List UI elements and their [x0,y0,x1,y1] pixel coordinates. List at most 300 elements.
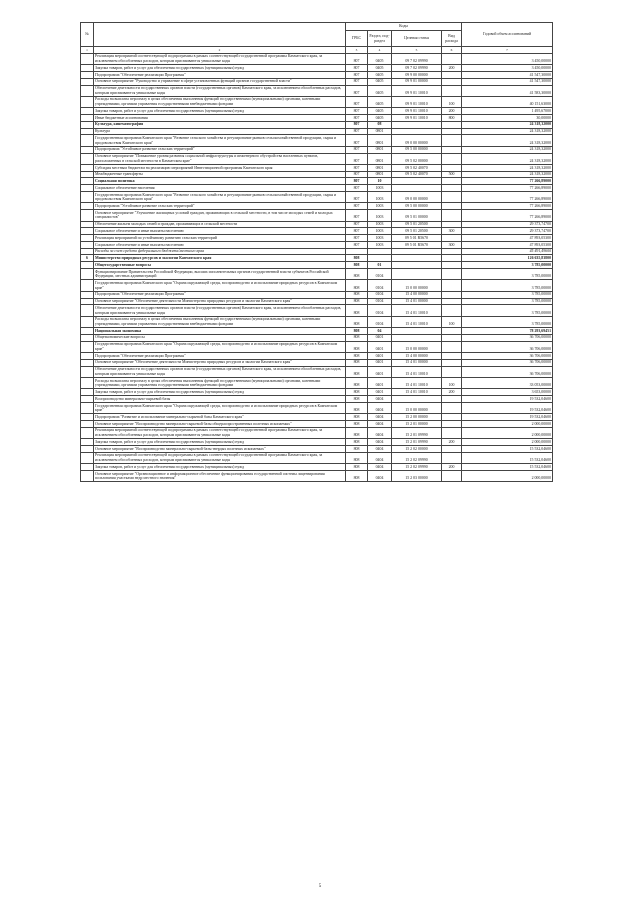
row-amount: 19 532,04600 [462,414,553,421]
row-number [81,377,94,388]
row-name: Подпрограмма "Устойчивое развитие сельских территорий" [94,146,346,153]
row-number [81,305,94,316]
row-number [81,464,94,471]
row-amount: 1 495,67000 [462,108,553,115]
row-expense-type [442,402,462,413]
row-expense-type [442,71,462,78]
row-number [81,291,94,298]
row-number [81,334,94,341]
row-target-article: 15 4 01 00000 [392,359,442,366]
row-target-article: 09 5 01 00000 [392,210,442,221]
row-section-code: 1003 [368,228,392,235]
row-grbs-code: 807 [346,146,368,153]
row-name: Основное мероприятие "Организационное и информационное обеспечение функционирования государственной системы лицензирования пользования участками недр местного значения" [94,470,346,481]
row-number [81,128,94,135]
table-row [81,255,553,262]
row-number [81,241,94,248]
row-number [81,135,94,146]
table-row [81,353,553,360]
row-number [81,280,94,291]
table-row [81,203,553,210]
row-name: Государственная программа Камчатского края "Охрана окружающей среды, воспроизводство и использование природных ресурсов в Камчатском крае" [94,402,346,413]
row-section-code: 0801 [368,153,392,164]
row-number [81,427,94,438]
row-expense-type [442,396,462,403]
row-expense-type [442,235,462,242]
row-name: Социальное обеспечение населения [94,185,346,192]
row-name: Иные бюджетные ассигнования [94,115,346,122]
row-amount: 24 318,32000 [462,121,553,128]
row-target-article: 09 5 01 R5670 [392,235,442,242]
row-name: Реализация мероприятий соответствующей подпрограммы в рамках соответствующей государственной программы Камчатского края, за исключением обособленных расходов, которым присваиваются уникальные коды [94,452,346,463]
row-number [81,439,94,446]
table-row [81,377,553,388]
row-amount: 15 532,04600 [462,464,553,471]
row-grbs-code: 808 [346,389,368,396]
row-name: Подпрограмма "Устойчивое развитие сельских территорий" [94,203,346,210]
row-section-code: 0801 [368,171,392,178]
row-number [81,78,94,85]
row-number [81,108,94,115]
row-section-code: 0405 [368,115,392,122]
row-target-article: 15 4 00 00000 [392,353,442,360]
row-section-code: 01 [368,262,392,269]
row-amount: 41 547,30000 [462,78,553,85]
row-amount: 24 318,32000 [462,153,553,164]
row-expense-type [442,305,462,316]
row-section-code: 0405 [368,78,392,85]
row-number [81,221,94,228]
row-target-article: 15 4 01 10010 [392,366,442,377]
row-grbs-code: 808 [346,464,368,471]
row-target-article: 09 5 02 00000 [392,153,442,164]
table-row [81,241,553,248]
row-grbs-code: 807 [346,185,368,192]
row-section-code: 1003 [368,185,392,192]
row-name: Обеспечение жильем молодых семей и граждан, проживающих в сельской местности [94,221,346,228]
row-grbs-code: 807 [346,85,368,96]
row-grbs-code: 807 [346,235,368,242]
table-row [81,135,553,146]
row-grbs-code: 808 [346,316,368,327]
row-name: Культура, кинематография [94,121,346,128]
row-target-article: 15 2 01 09990 [392,439,442,446]
row-grbs-code: 807 [346,78,368,85]
row-amount: 3 450,00000 [462,65,553,72]
table-row [81,421,553,428]
table-header [81,23,553,54]
row-grbs-code: 807 [346,115,368,122]
row-expense-type: 100 [442,316,462,327]
row-amount: 33 053,00000 [462,377,553,388]
row-target-article: 15 0 00 00000 [392,402,442,413]
table-row [81,334,553,341]
row-amount: 40 151,63000 [462,96,553,107]
row-number [81,228,94,235]
row-number [81,171,94,178]
row-amount: 2 000,00000 [462,439,553,446]
row-number [81,164,94,171]
header-index-3: 3 [346,47,368,54]
row-grbs-code: 807 [346,53,368,64]
row-name: Социальное обеспечение и иные выплаты населению [94,241,346,248]
header-index-5: 5 [392,47,442,54]
row-expense-type: 200 [442,464,462,471]
row-target-article: 15 2 01 09990 [392,427,442,438]
row-number [81,210,94,221]
table-row [81,228,553,235]
row-target-article: 09 5 01 R5670 [392,241,442,248]
table-row [81,171,553,178]
row-expense-type [442,128,462,135]
row-section-code: 0404 [368,452,392,463]
table-row [81,452,553,463]
row-number [81,53,94,64]
row-number [81,71,94,78]
row-grbs-code: 807 [346,210,368,221]
row-amount: 3 785,00000 [462,269,553,280]
row-name: Социальная политика [94,178,346,185]
row-target-article: 09 5 02 40070 [392,171,442,178]
table-row [81,164,553,171]
row-target-article: 09 9 01 00000 [392,78,442,85]
row-target-article [392,178,442,185]
row-section-code: 0104 [368,291,392,298]
row-section-code: 0104 [368,316,392,327]
row-grbs-code: 807 [346,108,368,115]
row-grbs-code [346,248,368,255]
table-row [81,402,553,413]
row-name: Общегосударственные вопросы [94,262,346,269]
row-grbs-code: 808 [346,291,368,298]
row-grbs-code: 807 [346,71,368,78]
row-section-code: 1003 [368,241,392,248]
row-section-code: 0104 [368,305,392,316]
row-amount: 36 706,00000 [462,366,553,377]
row-name: Министерство природных ресурсов и экологии Камчатского края [94,255,346,262]
row-section-code: 0401 [368,389,392,396]
row-grbs-code: 808 [346,305,368,316]
row-expense-type: 100 [442,96,462,107]
row-target-article [392,255,442,262]
row-expense-type [442,248,462,255]
table-row [81,396,553,403]
row-section-code [368,248,392,255]
row-name: Культура [94,128,346,135]
row-amount: 77 266,89000 [462,203,553,210]
row-amount: 24 318,32000 [462,146,553,153]
table-row [81,221,553,228]
row-amount: 30,00000 [462,115,553,122]
row-expense-type: 800 [442,115,462,122]
table-row [81,470,553,481]
row-section-code: 1003 [368,210,392,221]
row-amount: 3 785,00000 [462,316,553,327]
row-amount: 15 532,04600 [462,452,553,463]
row-target-article: 09 5 00 00000 [392,203,442,210]
row-section-code: 0404 [368,421,392,428]
row-target-article: 09 5 01 20500 [392,221,442,228]
row-amount: 24 318,32000 [462,164,553,171]
row-name: Государственная программа Камчатского края "Охрана окружающей среды, воспроизводство и использование природных ресурсов в Камчатском крае" [94,341,346,352]
header-name [94,23,346,47]
row-target-article: 15 2 00 00000 [392,414,442,421]
row-target-article: 09 0 00 00000 [392,192,442,203]
row-grbs-code: 808 [346,298,368,305]
row-name: Государственная программа Камчатского края "Развитие сельского хозяйства и регулирование рынков сельскохозяйственной продукции, сырья и продовольствия Камчатского края" [94,192,346,203]
row-grbs-code: 807 [346,128,368,135]
row-section-code [368,255,392,262]
row-expense-type [442,178,462,185]
row-grbs-code: 808 [346,280,368,291]
row-name: Подпрограмма "Обеспечение реализации Программы" [94,71,346,78]
row-expense-type [442,146,462,153]
row-amount: 29 373,74700 [462,228,553,235]
row-number [81,269,94,280]
row-target-article: 09 7 02 09990 [392,53,442,64]
table-row [81,121,553,128]
row-name: Закупка товаров, работ и услуг для обеспечения государственных (муниципальных) нужд [94,65,346,72]
row-expense-type [442,185,462,192]
row-amount: 24 318,32000 [462,171,553,178]
row-number [81,470,94,481]
table-row [81,192,553,203]
row-grbs-code: 807 [346,65,368,72]
row-number [81,248,94,255]
row-amount: 3 450,00000 [462,53,553,64]
header-index-6: 6 [442,47,462,54]
row-target-article: 15 4 01 10010 [392,389,442,396]
row-expense-type [442,203,462,210]
row-target-article: 09 7 02 09990 [392,65,442,72]
row-target-article: 09 9 01 10010 [392,85,442,96]
row-amount: 77 266,89000 [462,178,553,185]
row-target-article [392,248,442,255]
table-body [81,53,553,482]
row-name: Расходы на выплаты персоналу в целях обеспечения выполнения функций государственными (муниципальными) органами, казенными учреждениями, органами управления государственными внебюджетными фондами [94,316,346,327]
row-grbs-code: 808 [346,402,368,413]
row-section-code: 0404 [368,464,392,471]
header-index-4: 4 [368,47,392,54]
table-row [81,389,553,396]
row-number [81,85,94,96]
row-number [81,328,94,335]
page-number: 5 [318,884,322,889]
row-amount: 77 266,89000 [462,185,553,192]
row-number [81,121,94,128]
row-amount: 15 532,04600 [462,446,553,453]
row-expense-type [442,153,462,164]
row-number [81,341,94,352]
row-grbs-code: 808 [346,262,368,269]
row-target-article: 15 2 01 00000 [392,421,442,428]
row-name: Субсидия местным бюджетам на реализацию мероприятий Инвестиционной программы Камчатского края [94,164,346,171]
row-section-code: 0401 [368,353,392,360]
row-name: Обеспечение деятельности государственных органов власти (государственных органов) Камчатского края, за исключением обособленных расходов, которым присваиваются уникальные коды [94,305,346,316]
row-target-article: 15 2 02 09990 [392,464,442,471]
row-target-article: 09 9 00 00000 [392,71,442,78]
row-grbs-code: 808 [346,359,368,366]
row-section-code: 1003 [368,203,392,210]
row-section-code: 0405 [368,96,392,107]
table-row [81,185,553,192]
row-grbs-code: 808 [346,427,368,438]
row-section-code: 0404 [368,414,392,421]
row-section-code: 0401 [368,377,392,388]
row-target-article: 09 9 01 10010 [392,115,442,122]
budget-table-sheet [80,22,552,482]
budget-table [80,22,553,482]
row-section-code: 0801 [368,128,392,135]
row-name: Закупка товаров, работ и услуг для обеспечения государственных (муниципальных) нужд [94,108,346,115]
row-number [81,353,94,360]
header-rz: Раздел, под-раздел [368,31,392,47]
row-name: Подпрограмма "Обеспечение реализации Программы" [94,291,346,298]
row-section-code: 10 [368,178,392,185]
table-row [81,85,553,96]
row-name: Социальное обеспечение и иные выплаты населению [94,228,346,235]
row-name: Основное мероприятие "Руководство и управление в сфере установленных функций органов государственной власти" [94,78,346,85]
row-grbs-code: 808 [346,269,368,280]
table-row [81,262,553,269]
row-section-code: 0405 [368,108,392,115]
row-expense-type [442,221,462,228]
row-section-code: 0401 [368,334,392,341]
row-target-article [392,128,442,135]
row-expense-type [442,427,462,438]
row-number: 6 [81,255,94,262]
row-name: Расходы за счет средств федерального бюджета/местного края [94,248,346,255]
row-number [81,185,94,192]
row-grbs-code: 808 [346,353,368,360]
row-expense-type: 100 [442,377,462,388]
row-target-article: 09 5 01 20500 [392,228,442,235]
row-name: Расходы на выплаты персоналу в целях обеспечения выполнения функций государственными (муниципальными) органами, казенными учреждениями, органами управления государственными внебюджетными фондами [94,377,346,388]
row-amount: 77 266,89000 [462,192,553,203]
row-target-article [392,121,442,128]
row-grbs-code: 808 [346,452,368,463]
row-amount: 19 532,04600 [462,402,553,413]
row-section-code: 0404 [368,396,392,403]
row-name: Подпрограмма "Обеспечение реализации Программы" [94,353,346,360]
row-grbs-code: 808 [346,328,368,335]
row-grbs-code: 808 [346,366,368,377]
row-expense-type [442,328,462,335]
row-expense-type [442,334,462,341]
row-target-article: 09 5 02 40070 [392,164,442,171]
row-number [81,414,94,421]
header-index-1: 1 [81,47,94,54]
row-expense-type [442,164,462,171]
row-expense-type [442,85,462,96]
row-section-code: 0405 [368,65,392,72]
row-amount: 126 635,83800 [462,255,553,262]
row-target-article [392,396,442,403]
row-name: Основное мероприятие "Воспроизводство минерально-сырьевой базы твердых полезных ископаемых" [94,446,346,453]
row-target-article [392,334,442,341]
row-target-article: 09 0 00 00000 [392,135,442,146]
row-section-code: 0401 [368,359,392,366]
table-row [81,128,553,135]
table-row [81,178,553,185]
row-name: Основное мероприятие "Повышение уровня развития социальной инфраструктуры и инженерного обустройства населенных пунктов, расположенных в сельской местности в Камчатском крае" [94,153,346,164]
table-row [81,153,553,164]
row-section-code: 0104 [368,280,392,291]
table-row [81,96,553,107]
row-name: Основное мероприятие "Обеспечение деятельности Министерства природных ресурсов и экологии Камчатского края" [94,298,346,305]
row-grbs-code: 807 [346,135,368,146]
header-index-7: 7 [462,47,553,54]
row-target-article: 09 9 01 10010 [392,96,442,107]
header-cs: Целевая статья [392,31,442,47]
row-target-article: 15 4 00 00000 [392,291,442,298]
row-target-article: 15 2 02 00000 [392,446,442,453]
table-row [81,439,553,446]
row-number [81,115,94,122]
row-number [81,178,94,185]
row-grbs-code: 807 [346,203,368,210]
header-no: № [81,23,94,47]
row-expense-type [442,269,462,280]
row-section-code: 0404 [368,427,392,438]
row-amount: 3 785,00000 [462,262,553,269]
row-number [81,262,94,269]
row-amount: 36 706,00000 [462,341,553,352]
row-number [81,402,94,413]
row-grbs-code: 808 [346,334,368,341]
header-vr: Вид расхода [442,31,462,47]
header-grbs: ГРБС [346,31,368,47]
row-target-article [392,185,442,192]
row-target-article: 15 0 00 00000 [392,280,442,291]
row-section-code: 0405 [368,85,392,96]
row-amount: 47 893,05300 [462,241,553,248]
row-grbs-code: 808 [346,421,368,428]
row-amount: 29 373,74700 [462,221,553,228]
row-name: Государственная программа Камчатского края "Развитие сельского хозяйства и регулирование рынков сельскохозяйственной продукции, сырья и продовольствия Камчатского края" [94,135,346,146]
row-section-code: 0801 [368,135,392,146]
table-row [81,65,553,72]
row-name: Реализация мероприятий соответствующей подпрограммы в рамках соответствующей государственной программы Камчатского края, за исключением обособленных расходов, которым присваиваются уникальные коды [94,427,346,438]
row-grbs-code: 807 [346,241,368,248]
row-name: Закупка товаров, работ и услуг для обеспечения государственных (муниципальных) нужд [94,439,346,446]
table-row [81,414,553,421]
row-expense-type: 200 [442,389,462,396]
row-section-code: 08 [368,121,392,128]
row-expense-type [442,135,462,146]
row-expense-type [442,192,462,203]
row-expense-type: 300 [442,228,462,235]
row-amount: 2 000,00000 [462,421,553,428]
row-grbs-code: 808 [346,414,368,421]
row-section-code: 0405 [368,71,392,78]
row-grbs-code: 807 [346,153,368,164]
row-number [81,359,94,366]
row-amount: 41 583,30000 [462,85,553,96]
row-grbs-code: 808 [346,377,368,388]
row-name: Функционирование Правительства Российской Федерации, высших исполнительных органов государственной власти субъектов Российской Федерации, местных администраций [94,269,346,280]
table-row [81,115,553,122]
row-amount: 19 532,04600 [462,396,553,403]
row-name: Расходы на выплаты персоналу в целях обеспечения выполнения функций государственными (муниципальными) органами, казенными учреждениями, органами управления государственными внебюджетными фондами [94,96,346,107]
table-row [81,464,553,471]
row-number [81,65,94,72]
row-number [81,96,94,107]
header-amount: Годовой объем ассигнований [462,23,553,47]
row-target-article: 15 4 01 10010 [392,316,442,327]
row-number [81,235,94,242]
row-name: Воспроизводство минерально-сырьевой базы [94,396,346,403]
